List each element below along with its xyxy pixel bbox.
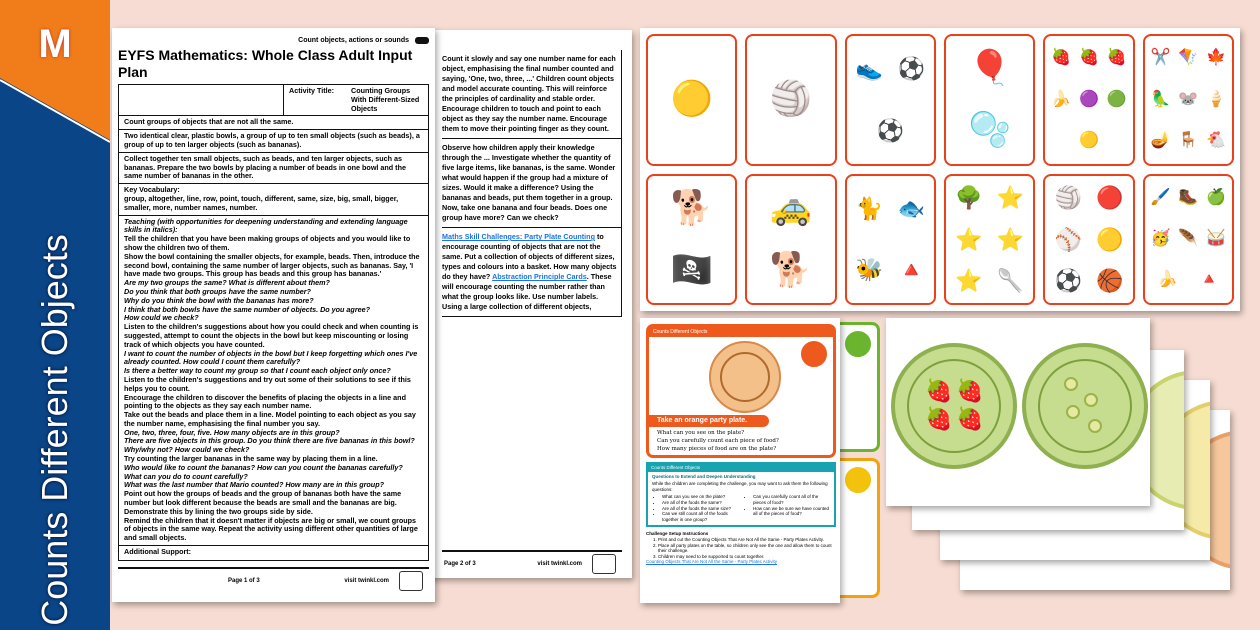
cucumber-plate xyxy=(1022,343,1148,469)
vocab-heading: Key Vocabulary: xyxy=(124,185,180,195)
object-icon: ✂️ xyxy=(1150,49,1171,67)
object-icon: 🔺 xyxy=(1199,271,1220,289)
text: . These will encourage counting the number rather than what the group looks like. Use number labels. Using a large collection of different objects, xyxy=(442,272,612,311)
teaching-line: What can you do to count carefully? xyxy=(124,471,248,481)
challenge-title: Take an orange party plate. xyxy=(649,415,769,427)
extend-question: • Are all of the foods the same size? xyxy=(662,506,739,512)
object-icon: 🏀 xyxy=(1096,267,1124,293)
extend-intro: While the children are completing the challenge, you may want to ask them the following questions: xyxy=(652,481,828,492)
teaching-line: How could we check? xyxy=(124,313,199,323)
twinkl-logo xyxy=(592,554,616,574)
category-banner xyxy=(0,0,110,630)
object-icon: 🟡 xyxy=(1079,131,1099,149)
challenge-lower xyxy=(646,462,836,565)
extend-question: • Are all of the foods the same? xyxy=(662,500,739,506)
teaching-line: I want to count the number of objects in the bowl but I keep forgetting which ones I've already counted. How could I count them carefully? xyxy=(124,348,418,367)
object-icon: ⚽ xyxy=(897,56,925,82)
extend-question: • Can you carefully count all of the pieces of food? xyxy=(753,494,830,505)
object-card[interactable] xyxy=(944,34,1035,166)
object-card[interactable] xyxy=(1043,34,1134,166)
page-footer xyxy=(442,550,622,574)
teaching-line: Why/why not? How could we check? xyxy=(124,445,250,455)
object-icon: 👟 xyxy=(855,56,884,82)
question: What can you see on the plate? xyxy=(657,430,745,436)
object-card[interactable] xyxy=(745,174,836,306)
teaching-line: Take out the beads and place them in a line. Model pointing to each object as you say the number name, emphasising the final number you say. xyxy=(124,410,416,428)
object-icon: 🍁 xyxy=(1206,49,1227,67)
object-card[interactable] xyxy=(944,174,1035,306)
object-icon: 🐭 xyxy=(1178,90,1199,108)
teaching-line: What was the last number that Mario counted? How many are in this group? xyxy=(124,480,384,490)
plan-page-2-body xyxy=(442,50,622,317)
extend-question: • Can we still count all of the foods together in one group? xyxy=(662,511,739,522)
extend-header: Counts Different Objects xyxy=(648,464,834,472)
object-icon: 🎈 xyxy=(968,49,1011,88)
object-icon: 🍌 xyxy=(1051,90,1072,108)
cucumber-icon xyxy=(1064,377,1078,391)
question: Can you carefully count each piece of food? xyxy=(657,438,779,444)
subject-letter: M xyxy=(38,22,72,66)
teaching-line: There are five objects in this group. Do you think there are five bananas in this bowl? xyxy=(124,436,415,446)
extend-question: • What can you see on the plate? xyxy=(662,494,739,500)
cucumber-icon xyxy=(1084,393,1098,407)
object-icon: ⭐ xyxy=(996,185,1025,211)
party-plate-image xyxy=(709,341,781,413)
character-badge xyxy=(843,465,873,495)
teaching-line: One, two, three, four, five. How many objects are in this group? xyxy=(124,427,340,437)
site-link: visit twinkl.com xyxy=(537,561,582,567)
object-icon: 🐝 xyxy=(855,257,884,283)
object-icon: 🏐 xyxy=(769,80,813,119)
teaching-line: Who would like to count the bananas? How can you count the bananas carefully? xyxy=(124,462,403,472)
object-icon: 🥾 xyxy=(1178,188,1199,206)
preparation-row: Collect together ten small objects, such as beads, and ten larger objects, such as bananas. Prepare the two bowls by placing a number of beads in one bowl and the same number of bananas in the other. xyxy=(119,153,428,184)
activity-row xyxy=(119,85,428,116)
object-card[interactable] xyxy=(1143,34,1234,166)
topic-label: Count objects, actions or sounds xyxy=(298,36,429,45)
strawberry-plate xyxy=(891,343,1017,469)
extend-question: • How can we be sure we have counted all of the pieces of food? xyxy=(753,506,830,517)
question: How many pieces of food are on the plate? xyxy=(657,446,777,452)
object-icon: 🥄 xyxy=(996,267,1025,293)
plate-sheet-1 xyxy=(886,318,1150,506)
page-footer xyxy=(118,567,429,591)
teaching-heading: Teaching (with opportunities for deepening understanding and extending language skills in italics): xyxy=(124,216,408,235)
extend-box xyxy=(646,462,836,527)
object-icon: 🐕 xyxy=(769,250,813,289)
object-card[interactable] xyxy=(1043,174,1134,306)
party-plate-link[interactable]: Maths Skill Challenges: Party Plate Counting xyxy=(442,232,595,241)
object-icon: 🟢 xyxy=(1106,90,1127,108)
object-icon: 🐕 xyxy=(670,188,713,227)
teaching-line: Point out how the groups of beads and the group of bananas both have the same number but look different because the beads are small and the bananas are big. Demonstrate this by lining the two groups side by side. xyxy=(124,489,402,516)
object-icon: 🍓 xyxy=(1106,49,1127,67)
object-icon: 🌳 xyxy=(955,185,983,211)
object-card[interactable] xyxy=(646,34,737,166)
instruction-step: 2. Place all party plates on the table, so children only see the one and allow them to count their challenge. xyxy=(658,543,836,554)
object-icon: 🟡 xyxy=(670,80,713,119)
activity-link[interactable]: Counting Objects That Are Not All the Same - Party Plates Activity xyxy=(646,559,777,565)
object-icon: 🐈 xyxy=(855,195,884,221)
object-icon: ⚽ xyxy=(1054,267,1082,293)
object-card[interactable] xyxy=(845,34,936,166)
challenge-card-stack xyxy=(640,318,885,603)
page-number: Page 2 of 3 xyxy=(444,561,476,567)
object-icon: ⭐ xyxy=(996,226,1025,252)
teaching-line: Listen to the children's suggestions about how you could check and when counting is suggested, attempt to count the objects in the bowl but keep miscounting or losing track of which objects you have counted. xyxy=(124,322,419,349)
teaching-line: Is there a better way to count my group so that I count each object only once? xyxy=(124,366,391,376)
object-icon: ⚾ xyxy=(1054,226,1082,252)
character-badge xyxy=(799,339,829,369)
object-card[interactable] xyxy=(1143,174,1234,306)
object-icon: ⚽ xyxy=(876,117,905,143)
object-icon: 🟣 xyxy=(1079,90,1099,108)
activity-label: Activity Title: xyxy=(289,86,334,95)
object-icon: 🍓 xyxy=(1051,49,1072,67)
activity-title: Counting Groups With Different-Sized Objects xyxy=(351,86,420,113)
teaching-line: Do you think that both groups have the same number? xyxy=(124,286,311,296)
object-icon: ⭐ xyxy=(955,226,983,252)
object-icon: 🚕 xyxy=(769,188,813,227)
plan2-section-2: Observe how children apply their knowledge through the ... Investigate whether the quantity of five large items, like bananas, is the same. Wonder what would happen if the group had a mixture of sizes. Would it make a difference? Using the bananas and beads, put them together in a group. Now, take one banana and four beads. Does one group have more? Can we check? xyxy=(442,139,621,228)
object-icon: 🔺 xyxy=(897,257,925,283)
plan2-section-3 xyxy=(442,228,621,317)
support-heading: Additional Support: xyxy=(124,547,192,557)
teaching-row xyxy=(119,216,428,546)
teaching-line: Show the bowl containing the smaller objects, for example, beads. Then, introduce the second bowl, containing the same number of larger objects, such as bananas. Say, 'I have made two groups. This group has beads and this group has bananas.' xyxy=(124,251,420,279)
object-icon: 🔴 xyxy=(1096,185,1124,211)
vocab-row xyxy=(119,184,428,215)
instructions-title: Challenge Setup Instructions xyxy=(646,531,709,537)
character-badge xyxy=(843,329,873,359)
document-title: EYFS Mathematics: Whole Class Adult Input Plan xyxy=(118,47,413,80)
instruction-step: 3. Children may need to be supported to count together. xyxy=(658,554,836,560)
instruction-step: 1. Print and cut the Counting Objects That Are Not All the Same - Party Plates Activity. xyxy=(658,537,836,543)
teaching-line: Try counting the larger bananas in the same way by placing them in a line. xyxy=(124,454,378,464)
teaching-line: Are my two groups the same? What is different about them? xyxy=(124,278,330,288)
object-icon: 🪶 xyxy=(1178,230,1199,248)
plan2-section-1: Count it slowly and say one number name for each object, emphasising the final number counted and saying, 'One, two, three, ...' Children count objects and model accurate counting. This will reinforce the principles of cardinality and stable order. Encourage children to touch and point to each object as they say the number name. Encourage them to move their pointing finger as they count. xyxy=(442,50,621,139)
plan-page-1 xyxy=(112,28,435,602)
text: to encourage counting of objects that are not the same. Put a collection of objects of different sizes, types and colours into a basket. How many objects do they have? xyxy=(442,232,617,281)
teaching-line: Encourage the children to discover the benefits of placing the objects in a line and pointing to the objects as they say each number name. xyxy=(124,392,406,411)
teaching-line: Remind the children that it doesn't matter if objects are big or small, we count groups of objects in the same way. Repeat the activity using different other quantities of large and small objects. xyxy=(124,515,418,543)
vocab-text: group, altogether, line, row, point, touch, different, same, size, big, small, bigger, smaller, more, number names, number. xyxy=(124,193,399,212)
objective-row: Count groups of objects that are not all the same. xyxy=(119,116,428,130)
object-icon: 🏴‍☠️ xyxy=(670,250,713,289)
object-icon: 🪁 xyxy=(1178,49,1199,67)
plan-page-2 xyxy=(410,30,632,578)
object-icon: 🪔 xyxy=(1150,131,1171,149)
object-icon: 🍌 xyxy=(1157,271,1178,289)
cucumber-icon xyxy=(1066,405,1080,419)
teaching-line: Listen to the children's suggestions and try out some of their solutions to see if this helps you to count. xyxy=(124,374,411,393)
object-icon: 🐟 xyxy=(897,195,925,221)
object-card[interactable] xyxy=(745,34,836,166)
twinkl-logo xyxy=(399,571,423,591)
object-icon: 🥳 xyxy=(1150,230,1171,248)
extend-title: Questions to Extend and Deepen Understanding xyxy=(652,473,756,479)
object-icon: 🐔 xyxy=(1206,131,1227,149)
object-cards-sheet xyxy=(640,28,1240,311)
object-icon: 🍓 xyxy=(1079,49,1099,67)
object-icon: 🥁 xyxy=(1206,230,1227,248)
challenge-card xyxy=(646,324,836,458)
page-number: Page 1 of 3 xyxy=(228,578,260,585)
challenge-sheet xyxy=(640,318,840,603)
plan-table xyxy=(118,84,429,561)
object-icon: 🦜 xyxy=(1150,90,1171,108)
resources-row: Two identical clear, plastic bowls, a group of up to ten small objects (such as beads), a group of up to ten larger objects (such as bananas). xyxy=(119,130,428,153)
object-icon: ⭐ xyxy=(955,267,983,293)
abstraction-cards-link[interactable]: Abstraction Principle Cards xyxy=(492,272,587,281)
object-icon: 🪑 xyxy=(1178,131,1199,149)
object-card[interactable] xyxy=(646,174,737,306)
object-icon: 🍏 xyxy=(1206,188,1227,206)
site-link: visit twinkl.com xyxy=(344,578,389,585)
object-icon: 🖌️ xyxy=(1150,188,1171,206)
banner-title: Counts Different Objects xyxy=(34,234,75,626)
instructions xyxy=(646,531,836,565)
object-icon: 🫧 xyxy=(968,111,1011,150)
card-header: Counts Different Objects xyxy=(649,327,833,337)
strawberry-icon: 🍓🍓 🍓🍓 xyxy=(925,378,988,431)
cucumber-icon xyxy=(1088,419,1102,433)
object-icon: 🍦 xyxy=(1206,90,1227,108)
object-card[interactable] xyxy=(845,174,936,306)
object-icon: 🟡 xyxy=(1096,226,1124,252)
teaching-line: I think that both bowls have the same number of objects. Do you agree? xyxy=(124,304,371,314)
teaching-line: Tell the children that you have been making groups of objects and you would like to show the children two of them. xyxy=(124,234,411,252)
teaching-line: Why do you think the bowl with the bananas has more? xyxy=(124,295,314,305)
object-icon: 🏐 xyxy=(1054,185,1082,211)
